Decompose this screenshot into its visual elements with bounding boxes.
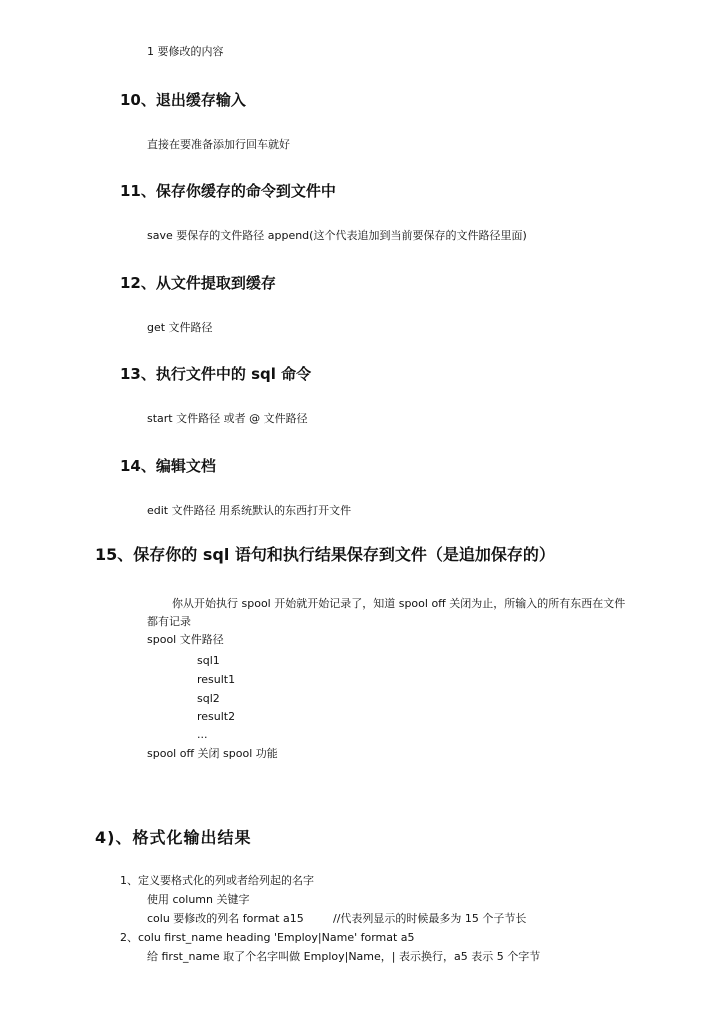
section-11-heading: 11、保存你缓存的命令到文件中 xyxy=(120,182,336,200)
continuation-line: 1 要修改的内容 xyxy=(147,45,224,58)
spool-command: spool 文件路径 xyxy=(147,633,224,646)
section-4-heading: 4)、格式化输出结果 xyxy=(95,828,252,847)
section-11-body: save 要保存的文件路径 append(这个代表追加到当前要保存的文件路径里面) xyxy=(147,229,527,242)
section-15-paragraph-line1: 你从开始执行 spool 开始就开始记录了，知道 spool off 关闭为止，所输入的所有东西在文件 xyxy=(172,597,626,610)
section-14-body: edit 文件路径 用系统默认的东西打开文件 xyxy=(147,504,352,517)
section-13-body: start 文件路径 或者 @ 文件路径 xyxy=(147,412,308,425)
section-15-heading: 15、保存你的 sql 语句和执行结果保存到文件（是追加保存的） xyxy=(95,545,555,564)
spool-item: result2 xyxy=(197,710,236,723)
section-14-heading: 14、编辑文档 xyxy=(120,457,216,475)
format-item-2-sub: 给 first_name 取了个名字叫做 Employ|Name，| 表示换行，a5 表示 5 个字节 xyxy=(147,950,541,963)
section-10-body: 直接在要准备添加行回车就好 xyxy=(147,138,290,151)
spool-item: result1 xyxy=(197,673,236,686)
spool-item: ... xyxy=(197,728,208,741)
format-item-1: 1、定义要格式化的列或者给列起的名字 xyxy=(120,874,314,887)
section-12-heading: 12、从文件提取到缓存 xyxy=(120,274,276,292)
section-13-heading: 13、执行文件中的 sql 命令 xyxy=(120,365,312,383)
format-item-1-sub1: 使用 column 关键字 xyxy=(147,893,250,906)
section-10-heading: 10、退出缓存输入 xyxy=(120,91,246,109)
format-item-1-sub2-cmd: colu 要修改的列名 format a15 xyxy=(147,912,304,925)
section-15-paragraph-line2: 都有记录 xyxy=(147,615,191,628)
format-item-2: 2、colu first_name heading 'Employ|Name' format a5 xyxy=(120,931,415,944)
section-12-body: get 文件路径 xyxy=(147,321,213,334)
spool-off-command: spool off 关闭 spool 功能 xyxy=(147,747,278,760)
format-item-1-sub2-comment: //代表列显示的时候最多为 15 个子节长 xyxy=(333,912,527,925)
spool-item: sql1 xyxy=(197,654,220,667)
spool-item: sql2 xyxy=(197,692,220,705)
